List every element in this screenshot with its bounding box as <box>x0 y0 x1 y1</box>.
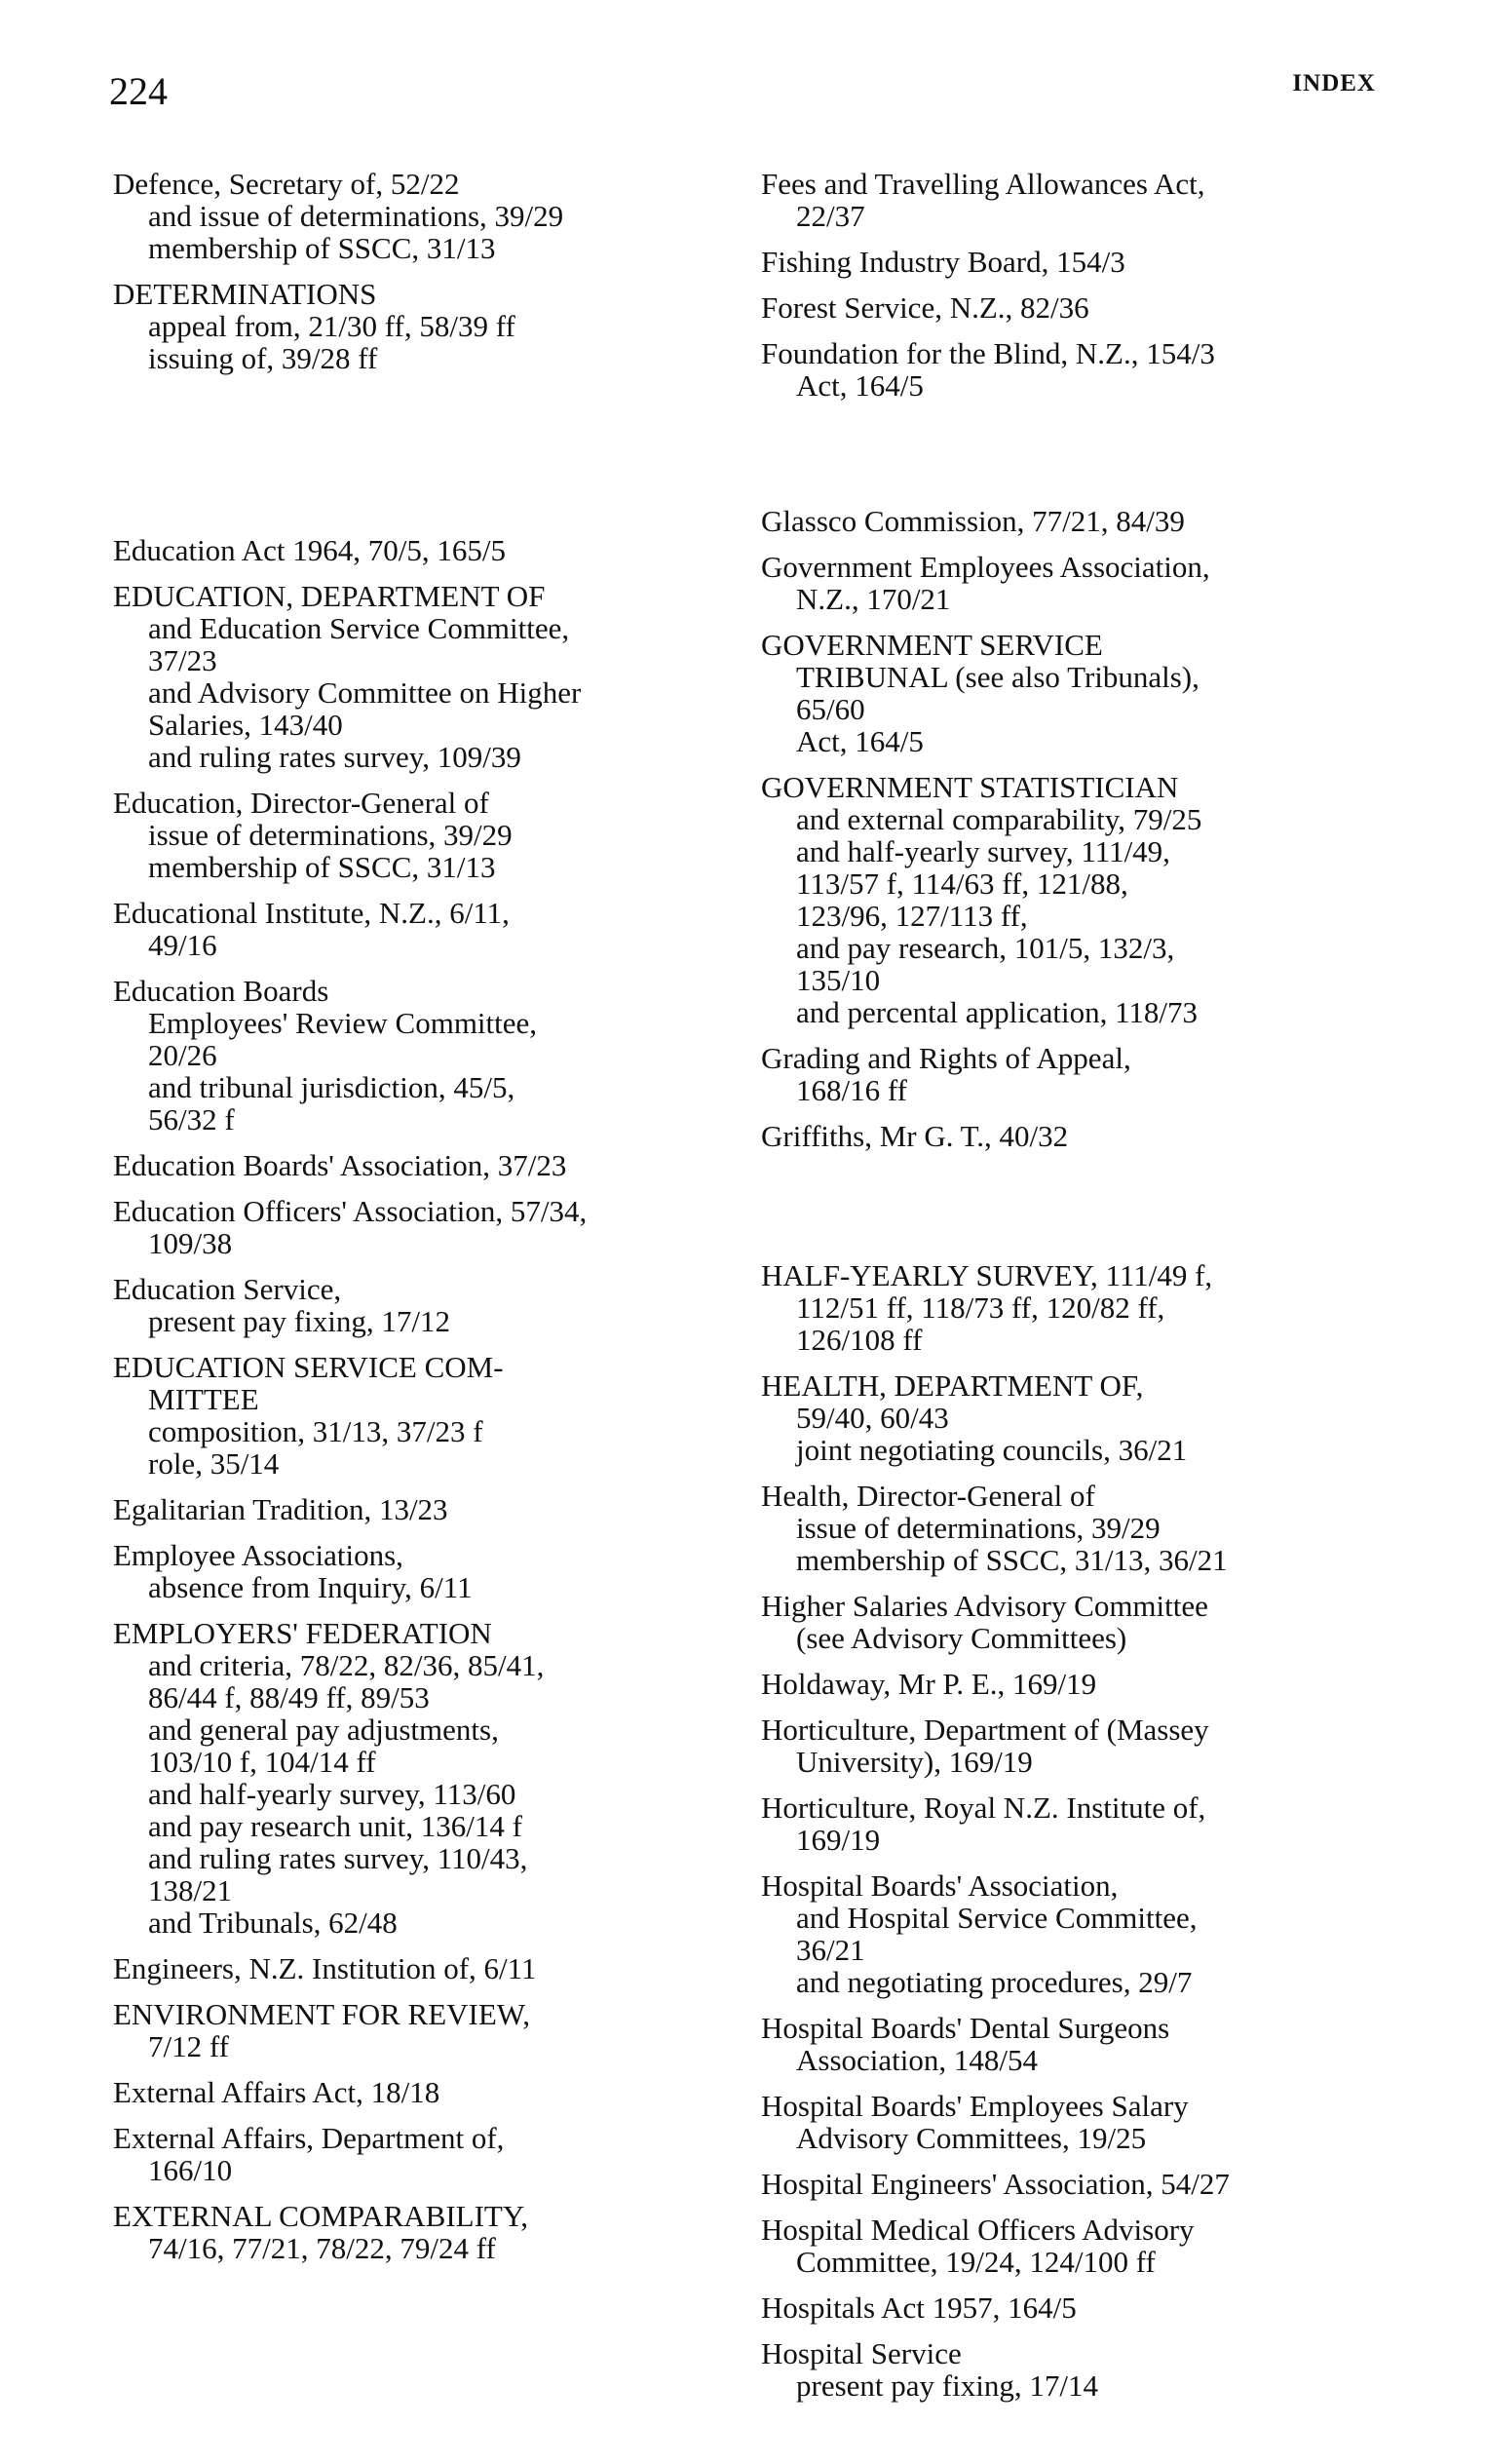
index-heading: Fishing Industry Board, 154/3 <box>761 245 1125 279</box>
index-entry <box>113 897 722 961</box>
index-entry <box>761 2168 1370 2200</box>
index-subentry: MITTEE <box>148 1382 259 1416</box>
index-entry <box>761 2214 1370 2278</box>
index-heading: ENVIRONMENT FOR REVIEW, <box>113 1997 530 2031</box>
index-heading: Educational Institute, N.Z., 6/11, <box>113 896 510 930</box>
index-subentry: 126/108 ff <box>796 1323 923 1357</box>
index-subentry: 20/26 <box>148 1038 217 1072</box>
index-entry <box>761 551 1370 615</box>
index-subentry: 59/40, 60/43 <box>796 1401 949 1435</box>
index-subentry: and tribunal jurisdiction, 45/5, <box>148 1070 515 1104</box>
index-entry <box>761 168 1370 232</box>
index-heading: GOVERNMENT SERVICE <box>761 628 1103 662</box>
index-entry <box>761 1259 1370 1356</box>
index-heading: Foundation for the Blind, N.Z., 154/3 <box>761 336 1215 370</box>
index-subentry: present pay fixing, 17/12 <box>148 1304 450 1338</box>
index-subentry: 86/44 f, 88/49 ff, 89/53 <box>148 1680 430 1714</box>
index-subentry: and ruling rates survey, 110/43, <box>148 1841 528 1875</box>
index-entry <box>113 975 722 1136</box>
index-entry <box>113 1351 722 1480</box>
index-subentry: and Tribunals, 62/48 <box>148 1906 398 1940</box>
index-subentry: 166/10 <box>148 2153 233 2187</box>
index-entry <box>113 1149 722 1181</box>
index-heading: Government Employees Association, <box>761 550 1210 584</box>
index-subentry: issuing of, 39/28 ff <box>148 341 378 375</box>
index-subentry: and issue of determinations, 39/29 <box>148 199 564 233</box>
index-entry <box>113 2076 722 2108</box>
index-subentry: joint negotiating councils, 36/21 <box>796 1433 1188 1467</box>
index-subentry: Association, 148/54 <box>796 2043 1038 2077</box>
index-heading: Education Service, <box>113 1272 342 1306</box>
index-heading: Education Boards <box>113 974 329 1008</box>
index-subentry: 37/23 <box>148 643 217 677</box>
index-entry <box>113 1617 722 1939</box>
index-subentry: 138/21 <box>148 1873 233 1907</box>
index-entry <box>761 1369 1370 1466</box>
index-entry <box>113 1998 722 2062</box>
index-heading: EDUCATION, DEPARTMENT OF <box>113 579 546 613</box>
index-heading: External Affairs, Department of, <box>113 2121 505 2155</box>
index-subentry: and half-yearly survey, 111/49, <box>796 834 1170 868</box>
index-heading: Engineers, N.Z. Institution of, 6/11 <box>113 1951 537 1985</box>
index-entry <box>761 1480 1370 1576</box>
index-subentry: and ruling rates survey, 109/39 <box>148 740 521 774</box>
index-subentry: 123/96, 127/113 ff, <box>796 899 1028 933</box>
index-subentry: and half-yearly survey, 113/60 <box>148 1777 516 1811</box>
index-subentry: membership of SSCC, 31/13, 36/21 <box>796 1543 1228 1577</box>
page-number: 224 <box>109 69 168 113</box>
index-subentry: 109/38 <box>148 1226 233 1260</box>
index-heading: Hospital Boards' Employees Salary <box>761 2089 1189 2123</box>
index-heading: Hospitals Act 1957, 164/5 <box>761 2291 1077 2325</box>
index-subentry: University), 169/19 <box>796 1745 1033 1779</box>
index-heading: Griffiths, Mr G. T., 40/32 <box>761 1119 1069 1153</box>
index-subentry: Employees' Review Committee, <box>148 1006 538 1040</box>
index-entry <box>761 1042 1370 1106</box>
index-heading: Glassco Commission, 77/21, 84/39 <box>761 504 1185 538</box>
index-entry <box>113 1952 722 1984</box>
index-subentry: 65/60 <box>796 692 865 726</box>
index-subentry: and Advisory Committee on Higher <box>148 675 582 710</box>
index-subentry: 103/10 f, 104/14 ff <box>148 1745 376 1779</box>
index-subentry: and negotiating procedures, 29/7 <box>796 1965 1193 1999</box>
index-subentry: and criteria, 78/22, 82/36, 85/41, <box>148 1648 545 1682</box>
index-subentry: membership of SSCC, 31/13 <box>148 231 496 265</box>
index-heading: EDUCATION SERVICE COM- <box>113 1350 504 1384</box>
index-entry <box>113 1493 722 1525</box>
index-entry <box>113 2122 722 2186</box>
index-entry <box>761 771 1370 1028</box>
index-subentry: Act, 164/5 <box>796 368 924 403</box>
index-heading: Employee Associations, <box>113 1538 403 1572</box>
index-subentry: issue of determinations, 39/29 <box>148 818 513 852</box>
index-subentry: and percental application, 118/73 <box>796 995 1199 1029</box>
index-heading: Defence, Secretary of, 52/22 <box>113 167 460 201</box>
index-heading: Horticulture, Royal N.Z. Institute of, <box>761 1790 1206 1825</box>
index-heading: Hospital Service <box>761 2336 962 2370</box>
index-heading: Hospital Boards' Dental Surgeons <box>761 2011 1170 2045</box>
index-heading: External Affairs Act, 18/18 <box>113 2075 440 2109</box>
index-subentry: 135/10 <box>796 963 881 997</box>
index-heading: Fees and Travelling Allowances Act, <box>761 167 1205 201</box>
index-subentry: role, 35/14 <box>148 1446 280 1481</box>
index-heading: Hospital Medical Officers Advisory <box>761 2213 1195 2247</box>
index-subentry: 169/19 <box>796 1823 881 1857</box>
index-subentry: 168/16 ff <box>796 1073 907 1107</box>
index-entry <box>761 337 1370 402</box>
index-subentry: Salaries, 143/40 <box>148 708 343 742</box>
index-entry <box>761 505 1370 537</box>
index-entry <box>113 1195 722 1259</box>
index-heading: Horticulture, Department of (Massey <box>761 1713 1209 1747</box>
index-subentry: 49/16 <box>148 928 217 962</box>
index-entry <box>761 2012 1370 2076</box>
index-subentry: Act, 164/5 <box>796 724 924 758</box>
index-subentry: 7/12 ff <box>148 2029 229 2063</box>
index-subentry: 56/32 f <box>148 1102 235 1136</box>
index-entry <box>761 246 1370 278</box>
index-heading: EMPLOYERS' FEDERATION <box>113 1616 492 1650</box>
index-entry <box>113 278 722 374</box>
index-subentry: issue of determinations, 39/29 <box>796 1511 1161 1545</box>
index-heading: HEALTH, DEPARTMENT OF, <box>761 1368 1144 1403</box>
index-subentry: and pay research, 101/5, 132/3, <box>796 931 1175 965</box>
index-left-column <box>113 168 722 2278</box>
section-gap <box>761 1166 1370 1259</box>
index-subentry: (see Advisory Committees) <box>796 1621 1127 1655</box>
index-entry <box>113 580 722 773</box>
index-subentry: and general pay adjustments, <box>148 1713 499 1747</box>
index-entry <box>761 629 1370 757</box>
index-heading: Holdaway, Mr P. E., 169/19 <box>761 1667 1097 1701</box>
index-entry <box>761 1120 1370 1152</box>
index-subentry: and pay research unit, 136/14 f <box>148 1809 522 1843</box>
section-gap <box>113 388 722 534</box>
index-subentry: 113/57 f, 114/63 ff, 121/88, <box>796 866 1128 901</box>
index-subentry: 112/51 ff, 118/73 ff, 120/82 ff, <box>796 1290 1165 1325</box>
index-heading: Higher Salaries Advisory Committee <box>761 1589 1208 1623</box>
index-entry <box>761 2337 1370 2402</box>
index-subentry: appeal from, 21/30 ff, 58/39 ff <box>148 309 515 343</box>
index-subentry: composition, 31/13, 37/23 f <box>148 1414 483 1448</box>
index-heading: GOVERNMENT STATISTICIAN <box>761 770 1179 804</box>
index-subentry: and Hospital Service Committee, <box>796 1901 1198 1935</box>
index-subentry: and external comparability, 79/25 <box>796 802 1202 836</box>
index-entry <box>761 1791 1370 1856</box>
index-subentry: membership of SSCC, 31/13 <box>148 850 496 884</box>
index-entry <box>761 291 1370 324</box>
index-entry <box>113 2200 722 2264</box>
index-entry <box>761 2291 1370 2324</box>
index-entry <box>113 168 722 264</box>
index-entry <box>761 1590 1370 1654</box>
index-subentry: Advisory Committees, 19/25 <box>796 2121 1147 2155</box>
index-entry <box>113 1539 722 1603</box>
index-entry <box>761 1869 1370 1998</box>
index-subentry: 22/37 <box>796 199 865 233</box>
index-subentry: 74/16, 77/21, 78/22, 79/24 ff <box>148 2231 496 2265</box>
index-heading: Forest Service, N.Z., 82/36 <box>761 290 1089 325</box>
index-heading: EXTERNAL COMPARABILITY, <box>113 2199 528 2233</box>
index-subentry: and Education Service Committee, <box>148 611 570 645</box>
index-heading: Education Act 1964, 70/5, 165/5 <box>113 533 506 567</box>
index-entry <box>113 787 722 883</box>
index-heading: DETERMINATIONS <box>113 277 377 311</box>
index-heading: Hospital Boards' Association, <box>761 1868 1119 1903</box>
index-entry <box>761 1668 1370 1700</box>
index-heading: Hospital Engineers' Association, 54/27 <box>761 2167 1230 2201</box>
running-head: INDEX <box>1292 70 1376 96</box>
index-heading: Education Officers' Association, 57/34, <box>113 1194 588 1228</box>
index-heading: HALF-YEARLY SURVEY, 111/49 f, <box>761 1258 1213 1292</box>
index-heading: Education Boards' Association, 37/23 <box>113 1148 567 1182</box>
index-entry <box>761 2090 1370 2154</box>
index-heading: Egalitarian Tradition, 13/23 <box>113 1492 448 1526</box>
section-gap <box>761 415 1370 505</box>
index-subentry: 36/21 <box>796 1933 865 1967</box>
index-heading: Health, Director-General of <box>761 1479 1095 1513</box>
index-entry <box>113 534 722 566</box>
index-entry <box>113 1273 722 1337</box>
index-subentry: Committee, 19/24, 124/100 ff <box>796 2245 1156 2279</box>
index-subentry: TRIBUNAL (see also Tribunals), <box>796 660 1199 694</box>
index-subentry: absence from Inquiry, 6/11 <box>148 1570 473 1604</box>
index-subentry: N.Z., 170/21 <box>796 582 951 616</box>
index-right-column <box>761 168 1370 2415</box>
index-entry <box>761 1713 1370 1778</box>
index-heading: Grading and Rights of Appeal, <box>761 1041 1131 1075</box>
index-subentry: present pay fixing, 17/14 <box>796 2368 1098 2403</box>
index-heading: Education, Director-General of <box>113 786 489 820</box>
